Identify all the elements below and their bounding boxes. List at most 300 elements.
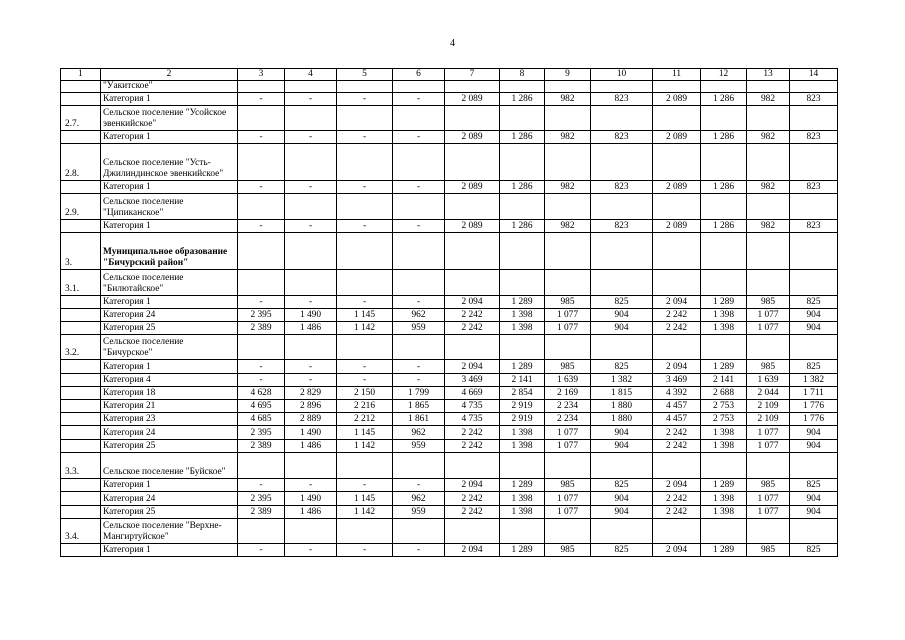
- value-cell: [285, 270, 337, 296]
- value-cell: [591, 81, 653, 93]
- value-cell: -: [238, 544, 285, 557]
- value-cell: [545, 106, 591, 131]
- value-cell: 982: [747, 131, 790, 144]
- value-cell: [545, 519, 591, 544]
- value-cell: 1 398: [500, 440, 545, 453]
- row-number-cell: 3.3.: [61, 453, 101, 479]
- value-cell: 1 286: [701, 220, 747, 233]
- value-cell: 823: [790, 181, 838, 194]
- value-cell: 1 799: [393, 387, 445, 400]
- value-cell: 823: [591, 181, 653, 194]
- value-cell: 2 829: [285, 387, 337, 400]
- row-number-cell: [61, 309, 101, 322]
- value-cell: 904: [790, 506, 838, 519]
- value-cell: 1 490: [285, 426, 337, 440]
- value-cell: [545, 270, 591, 296]
- column-header: 12: [701, 69, 747, 81]
- value-cell: [500, 270, 545, 296]
- row-number-cell: [61, 181, 101, 194]
- value-cell: 2 753: [701, 413, 747, 426]
- value-cell: 2 094: [653, 296, 701, 309]
- value-cell: [790, 335, 838, 360]
- value-cell: 1 711: [790, 387, 838, 400]
- value-cell: [653, 335, 701, 360]
- value-cell: 1 398: [701, 426, 747, 440]
- value-cell: 2 094: [445, 479, 500, 492]
- value-cell: 2 242: [445, 506, 500, 519]
- value-cell: 2 094: [445, 544, 500, 557]
- value-cell: [747, 335, 790, 360]
- value-cell: 2 150: [337, 387, 393, 400]
- value-cell: [591, 194, 653, 220]
- value-cell: 1 776: [790, 413, 838, 426]
- value-cell: [337, 194, 393, 220]
- row-name-cell: Категория 18: [101, 387, 238, 400]
- value-cell: 982: [747, 220, 790, 233]
- value-cell: -: [393, 544, 445, 557]
- value-cell: 2 234: [545, 400, 591, 413]
- table-row: [61, 519, 838, 544]
- value-cell: 2 242: [653, 506, 701, 519]
- value-cell: 2 395: [238, 426, 285, 440]
- value-cell: [500, 335, 545, 360]
- value-cell: -: [285, 220, 337, 233]
- table-row: [61, 233, 838, 270]
- value-cell: 2 242: [653, 492, 701, 506]
- value-cell: 4 695: [238, 400, 285, 413]
- value-cell: 823: [790, 220, 838, 233]
- value-cell: 1 289: [500, 479, 545, 492]
- value-cell: [500, 144, 545, 181]
- row-number-cell: [61, 296, 101, 309]
- value-cell: 2 089: [445, 220, 500, 233]
- row-name-cell: Категория 24: [101, 492, 238, 506]
- value-cell: 4 669: [445, 387, 500, 400]
- table-row: [61, 374, 838, 387]
- column-header: 11: [653, 69, 701, 81]
- row-number-cell: [61, 374, 101, 387]
- value-cell: [445, 270, 500, 296]
- value-cell: 4 457: [653, 400, 701, 413]
- row-number-cell: [61, 131, 101, 144]
- value-cell: [653, 519, 701, 544]
- column-header: 5: [337, 69, 393, 81]
- value-cell: 2 242: [445, 492, 500, 506]
- value-cell: 2 089: [445, 93, 500, 106]
- value-cell: [701, 233, 747, 270]
- value-cell: -: [337, 181, 393, 194]
- column-header: 2: [101, 69, 238, 81]
- row-number-cell: 3.4.: [61, 519, 101, 544]
- value-cell: 2 389: [238, 322, 285, 335]
- value-cell: 982: [545, 93, 591, 106]
- row-name-cell: Категория 1: [101, 181, 238, 194]
- value-cell: 2 242: [445, 426, 500, 440]
- value-cell: 2 094: [653, 360, 701, 374]
- value-cell: [701, 106, 747, 131]
- row-name-cell: Категория 24: [101, 309, 238, 322]
- table-row: [61, 181, 838, 194]
- row-number-cell: [61, 492, 101, 506]
- value-cell: [393, 453, 445, 479]
- value-cell: 1 398: [500, 506, 545, 519]
- row-name-cell: Категория 1: [101, 220, 238, 233]
- value-cell: 2 242: [445, 322, 500, 335]
- row-number-cell: 3.: [61, 233, 101, 270]
- value-cell: [790, 270, 838, 296]
- table-row: [61, 106, 838, 131]
- value-cell: 1 776: [790, 400, 838, 413]
- value-cell: [337, 233, 393, 270]
- value-cell: [445, 81, 500, 93]
- value-cell: [591, 519, 653, 544]
- row-name-cell: Категория 1: [101, 544, 238, 557]
- value-cell: [545, 194, 591, 220]
- value-cell: -: [393, 181, 445, 194]
- table-row: [61, 413, 838, 426]
- value-cell: 904: [591, 309, 653, 322]
- value-cell: -: [393, 220, 445, 233]
- value-cell: -: [238, 181, 285, 194]
- value-cell: [285, 335, 337, 360]
- value-cell: 2 109: [747, 413, 790, 426]
- row-number-cell: 3.2.: [61, 335, 101, 360]
- value-cell: 904: [790, 309, 838, 322]
- value-cell: 1 077: [545, 309, 591, 322]
- value-cell: 2 242: [653, 322, 701, 335]
- value-cell: [545, 144, 591, 181]
- row-number-cell: [61, 387, 101, 400]
- value-cell: 904: [790, 426, 838, 440]
- value-cell: 982: [545, 220, 591, 233]
- value-cell: [337, 519, 393, 544]
- value-cell: [545, 335, 591, 360]
- value-cell: [790, 233, 838, 270]
- value-cell: -: [285, 544, 337, 557]
- value-cell: 825: [790, 544, 838, 557]
- row-name-cell: Сельское поселение "Бичурское": [101, 335, 238, 360]
- value-cell: -: [337, 93, 393, 106]
- value-cell: 1 398: [500, 492, 545, 506]
- column-header: 6: [393, 69, 445, 81]
- value-cell: 1 077: [545, 492, 591, 506]
- value-cell: 962: [393, 426, 445, 440]
- row-number-cell: [61, 220, 101, 233]
- value-cell: 985: [747, 479, 790, 492]
- value-cell: 825: [790, 360, 838, 374]
- column-header: 3: [238, 69, 285, 81]
- column-header: 4: [285, 69, 337, 81]
- value-cell: 904: [591, 506, 653, 519]
- value-cell: [285, 519, 337, 544]
- value-cell: 985: [747, 544, 790, 557]
- row-name-cell: Категория 4: [101, 374, 238, 387]
- value-cell: 1 486: [285, 440, 337, 453]
- value-cell: 2 688: [701, 387, 747, 400]
- value-cell: -: [393, 374, 445, 387]
- value-cell: 1 880: [591, 400, 653, 413]
- value-cell: 1 286: [701, 131, 747, 144]
- value-cell: -: [285, 181, 337, 194]
- row-name-cell: Сельское поселение "Усть-Джилиндинское эвенкийское": [101, 144, 238, 181]
- value-cell: 1 398: [701, 440, 747, 453]
- value-cell: 823: [591, 93, 653, 106]
- value-cell: -: [238, 479, 285, 492]
- value-cell: 985: [747, 360, 790, 374]
- value-cell: 962: [393, 309, 445, 322]
- column-header: 8: [500, 69, 545, 81]
- table-row: [61, 387, 838, 400]
- value-cell: [238, 81, 285, 93]
- value-cell: -: [238, 360, 285, 374]
- value-cell: 823: [790, 93, 838, 106]
- value-cell: -: [337, 360, 393, 374]
- value-cell: 823: [591, 220, 653, 233]
- value-cell: 985: [545, 544, 591, 557]
- value-cell: 4 628: [238, 387, 285, 400]
- value-cell: [393, 270, 445, 296]
- table-row: [61, 506, 838, 519]
- value-cell: 2 141: [500, 374, 545, 387]
- value-cell: [591, 453, 653, 479]
- value-cell: [701, 194, 747, 220]
- value-cell: [445, 194, 500, 220]
- value-cell: [285, 106, 337, 131]
- value-cell: [393, 81, 445, 93]
- row-number-cell: [61, 440, 101, 453]
- value-cell: -: [285, 131, 337, 144]
- row-name-cell: Категория 1: [101, 296, 238, 309]
- column-header: 1: [61, 69, 101, 81]
- value-cell: 2 242: [445, 309, 500, 322]
- value-cell: [545, 233, 591, 270]
- value-cell: 2 094: [445, 296, 500, 309]
- value-cell: 2 212: [337, 413, 393, 426]
- value-cell: 4 457: [653, 413, 701, 426]
- value-cell: 1 289: [701, 360, 747, 374]
- value-cell: 1 398: [701, 492, 747, 506]
- value-cell: 2 169: [545, 387, 591, 400]
- row-number-cell: 2.9.: [61, 194, 101, 220]
- value-cell: 982: [545, 131, 591, 144]
- value-cell: 2 919: [500, 400, 545, 413]
- value-cell: 4 735: [445, 400, 500, 413]
- value-cell: [238, 233, 285, 270]
- value-cell: 904: [591, 440, 653, 453]
- value-cell: [445, 335, 500, 360]
- value-cell: 959: [393, 440, 445, 453]
- value-cell: 1 490: [285, 309, 337, 322]
- value-cell: [337, 106, 393, 131]
- column-header: 9: [545, 69, 591, 81]
- value-cell: [238, 453, 285, 479]
- row-number-cell: [61, 400, 101, 413]
- value-cell: 982: [747, 181, 790, 194]
- table-row: [61, 453, 838, 479]
- table-header-row: [61, 69, 838, 81]
- value-cell: [500, 519, 545, 544]
- row-number-cell: [61, 81, 101, 93]
- value-cell: [591, 233, 653, 270]
- value-cell: [790, 81, 838, 93]
- value-cell: [747, 453, 790, 479]
- value-cell: 1 145: [337, 492, 393, 506]
- row-name-cell: Сельское поселение "Верхне-Мангиртуйское": [101, 519, 238, 544]
- value-cell: 3 469: [653, 374, 701, 387]
- value-cell: 1 289: [701, 479, 747, 492]
- value-cell: 982: [747, 93, 790, 106]
- value-cell: 2 242: [653, 440, 701, 453]
- value-cell: 1 861: [393, 413, 445, 426]
- value-cell: [653, 144, 701, 181]
- table-row: [61, 93, 838, 106]
- value-cell: 904: [790, 440, 838, 453]
- value-cell: 1 490: [285, 492, 337, 506]
- value-cell: 1 398: [701, 506, 747, 519]
- row-name-cell: Сельское поселение "Буйское": [101, 453, 238, 479]
- row-name-cell: Сельское поселение "Билютайское": [101, 270, 238, 296]
- value-cell: [285, 233, 337, 270]
- column-header: 7: [445, 69, 500, 81]
- row-number-cell: [61, 506, 101, 519]
- column-header: 10: [591, 69, 653, 81]
- value-cell: [445, 519, 500, 544]
- value-cell: 1 398: [701, 322, 747, 335]
- row-number-cell: [61, 479, 101, 492]
- value-cell: [393, 144, 445, 181]
- value-cell: 904: [790, 492, 838, 506]
- value-cell: 1 639: [545, 374, 591, 387]
- value-cell: [337, 81, 393, 93]
- value-cell: [747, 233, 790, 270]
- value-cell: [337, 270, 393, 296]
- value-cell: [238, 194, 285, 220]
- value-cell: 1 286: [500, 93, 545, 106]
- value-cell: -: [337, 544, 393, 557]
- value-cell: [701, 81, 747, 93]
- value-cell: 1 286: [500, 131, 545, 144]
- table-row: [61, 400, 838, 413]
- value-cell: -: [238, 296, 285, 309]
- value-cell: 1 289: [701, 296, 747, 309]
- value-cell: [701, 144, 747, 181]
- value-cell: [445, 106, 500, 131]
- value-cell: 1 286: [500, 220, 545, 233]
- table-row: [61, 335, 838, 360]
- value-cell: 985: [545, 479, 591, 492]
- row-name-cell: Категория 1: [101, 479, 238, 492]
- value-cell: [445, 144, 500, 181]
- value-cell: [393, 233, 445, 270]
- value-cell: [747, 519, 790, 544]
- row-name-cell: "Уакитское": [101, 81, 238, 93]
- value-cell: 1 142: [337, 506, 393, 519]
- row-number-cell: [61, 426, 101, 440]
- value-cell: 1 077: [747, 309, 790, 322]
- value-cell: 1 289: [701, 544, 747, 557]
- value-cell: [545, 81, 591, 93]
- value-cell: -: [393, 479, 445, 492]
- value-cell: 985: [545, 360, 591, 374]
- value-cell: [653, 106, 701, 131]
- value-cell: 1 145: [337, 309, 393, 322]
- row-number-cell: [61, 544, 101, 557]
- value-cell: 1 077: [747, 440, 790, 453]
- value-cell: [747, 81, 790, 93]
- value-cell: [445, 453, 500, 479]
- value-cell: [500, 194, 545, 220]
- value-cell: 1 639: [747, 374, 790, 387]
- value-cell: -: [393, 93, 445, 106]
- value-cell: 4 392: [653, 387, 701, 400]
- value-cell: 2 141: [701, 374, 747, 387]
- value-cell: 2 216: [337, 400, 393, 413]
- value-cell: -: [285, 479, 337, 492]
- value-cell: 904: [591, 322, 653, 335]
- row-name-cell: Категория 1: [101, 360, 238, 374]
- table-row: [61, 194, 838, 220]
- value-cell: 3 469: [445, 374, 500, 387]
- value-cell: [285, 81, 337, 93]
- value-cell: [701, 453, 747, 479]
- value-cell: 2 242: [653, 426, 701, 440]
- value-cell: [653, 194, 701, 220]
- table-row: [61, 492, 838, 506]
- value-cell: 4 685: [238, 413, 285, 426]
- value-cell: 2 389: [238, 440, 285, 453]
- row-number-cell: [61, 413, 101, 426]
- table-row: [61, 270, 838, 296]
- value-cell: 825: [591, 479, 653, 492]
- value-cell: 1 142: [337, 440, 393, 453]
- row-name-cell: Категория 23: [101, 413, 238, 426]
- value-cell: 2 896: [285, 400, 337, 413]
- table-row: [61, 426, 838, 440]
- row-name-cell: Категория 21: [101, 400, 238, 413]
- value-cell: 2 089: [445, 181, 500, 194]
- value-cell: -: [337, 296, 393, 309]
- value-cell: [285, 194, 337, 220]
- value-cell: [238, 270, 285, 296]
- tariff-table: [60, 68, 838, 557]
- value-cell: 2 242: [445, 440, 500, 453]
- value-cell: 823: [591, 131, 653, 144]
- row-number-cell: 2.7.: [61, 106, 101, 131]
- row-number-cell: 2.8.: [61, 144, 101, 181]
- value-cell: 1 077: [747, 506, 790, 519]
- value-cell: [337, 144, 393, 181]
- value-cell: [545, 453, 591, 479]
- value-cell: [393, 519, 445, 544]
- value-cell: 985: [545, 296, 591, 309]
- value-cell: 1 286: [701, 93, 747, 106]
- row-name-cell: Категория 25: [101, 322, 238, 335]
- value-cell: 904: [591, 492, 653, 506]
- value-cell: 1 077: [747, 322, 790, 335]
- value-cell: [285, 453, 337, 479]
- value-cell: 1 077: [545, 506, 591, 519]
- row-name-cell: Категория 25: [101, 506, 238, 519]
- value-cell: [591, 270, 653, 296]
- value-cell: [500, 81, 545, 93]
- value-cell: 825: [790, 296, 838, 309]
- value-cell: 825: [790, 479, 838, 492]
- table-row: [61, 144, 838, 181]
- value-cell: 2 242: [653, 309, 701, 322]
- value-cell: 1 398: [500, 322, 545, 335]
- row-name-cell: Категория 1: [101, 131, 238, 144]
- value-cell: 1 382: [591, 374, 653, 387]
